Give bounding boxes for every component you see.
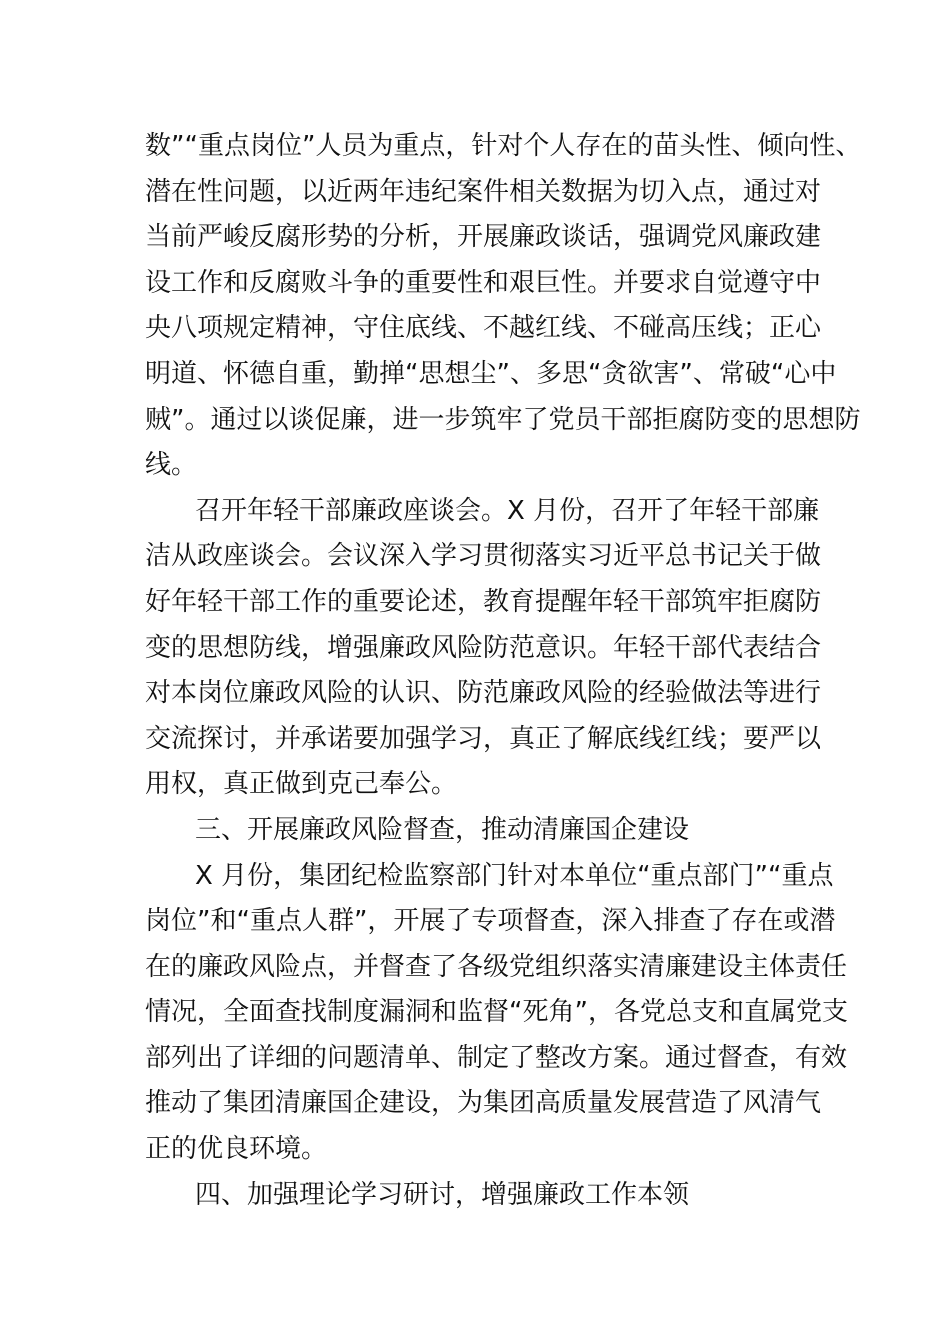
paragraph-line: 用权，真正做到克己奉公。 [145, 769, 458, 800]
paragraph-line: 变的思想防线，增强廉政风险防范意识。年轻干部代表结合 [145, 632, 822, 663]
paragraph-line: 贼”。通过以谈促廉，进一步筑牢了党员干部拒腐防变的思想防 [145, 404, 861, 435]
paragraph-line: 对本岗位廉政风险的认识、防范廉政风险的经验做法等进行 [145, 678, 822, 709]
paragraph-line: 线。 [145, 450, 198, 481]
paragraph-line: 岗位”和“重点人群”，开展了专项督查，深入排查了存在或潜 [145, 906, 836, 937]
paragraph-line: 设工作和反腐败斗争的重要性和艰巨性。并要求自觉遵守中 [145, 267, 822, 298]
paragraph-line: 在的廉政风险点，并督查了各级党组织落实清廉建设主体责任 [145, 951, 848, 982]
paragraph-line: 潜在性问题，以近两年违纪案件相关数据为切入点，通过对 [145, 176, 822, 207]
paragraph-line: 交流探讨，并承诺要加强学习，真正了解底线红线；要严以 [145, 723, 822, 754]
paragraph-line: 洁从政座谈会。会议深入学习贯彻落实习近平总书记关于做 [145, 541, 822, 572]
section-heading: 四、加强理论学习研讨，增强廉政工作本领 [195, 1179, 690, 1210]
paragraph-line: 央八项规定精神，守住底线、不越红线、不碰高压线；正心 [145, 313, 822, 344]
paragraph-line: 当前严峻反腐形势的分析，开展廉政谈话，强调党风廉政建 [145, 222, 822, 253]
paragraph-line: 部列出了详细的问题清单、制定了整改方案。通过督查，有效 [145, 1042, 848, 1073]
paragraph-line: 推动了集团清廉国企建设，为集团高质量发展营造了风清气 [145, 1088, 822, 1119]
section-heading: 三、开展廉政风险督查，推动清廉国企建设 [195, 814, 690, 845]
paragraph-line: X 月份，集团纪检监察部门针对本单位“重点部门”“重点 [195, 860, 834, 891]
paragraph-line: 情况，全面查找制度漏洞和监督“死角”，各党总支和直属党支 [145, 997, 848, 1028]
paragraph-line: 正的优良环境。 [145, 1134, 328, 1165]
paragraph-line: 明道、怀德自重，勤掸“思想尘”、多思“贪欲害”、常破“心中 [145, 358, 837, 389]
paragraph-line: 数”“重点岗位”人员为重点，针对个人存在的苗头性、倾向性、 [145, 131, 862, 161]
paragraph-line: 召开年轻干部廉政座谈会。X 月份，召开了年轻干部廉 [195, 495, 820, 526]
paragraph-line: 好年轻干部工作的重要论述，教育提醒年轻干部筑牢拒腐防 [145, 586, 822, 617]
